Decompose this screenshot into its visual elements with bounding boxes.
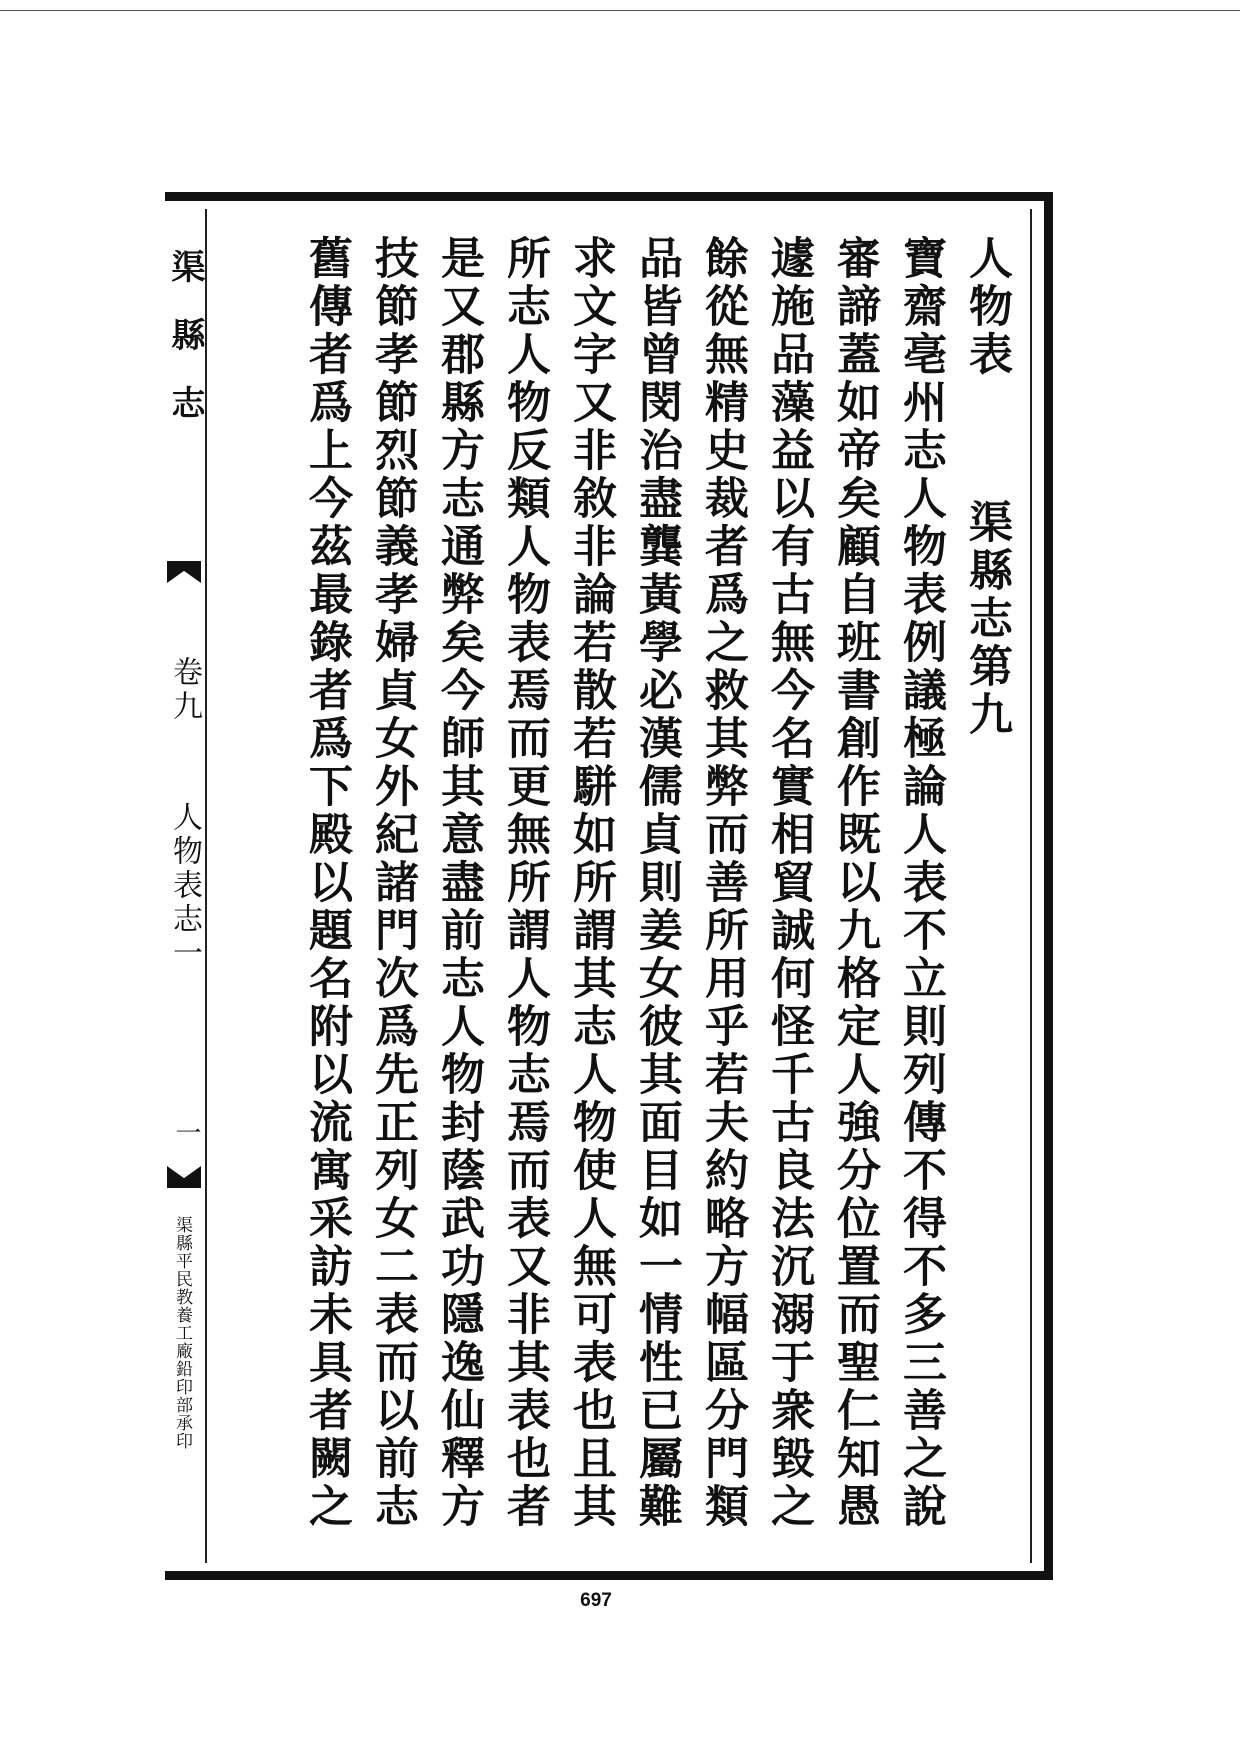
heading-column — [953, 235, 1019, 1545]
center-column-section: 人物表志一 — [167, 801, 202, 971]
text-column-9: 技節孝節烈節義孝婦貞女外紀諸門次爲先正列女二表而以前志 — [367, 235, 418, 1531]
text-column-1: 寶齋亳州志人物表例議極論人表不立則列傳不得不多三善之說 — [895, 235, 946, 1531]
text-column-10: 舊傳者爲上今茲最錄者爲下殿以題名附以流寓采訪未具者闕之 — [301, 235, 352, 1531]
center-column-printer: 渠縣平民教養工廠鉛印部承印 — [172, 1216, 192, 1450]
center-column-leaf-number: 一 — [171, 1119, 201, 1145]
text-column-4: 餘從無精史裁者爲之救其弊而善所用乎若夫約略方幅區分門類 — [697, 235, 748, 1531]
center-column-volume: 卷九 — [167, 656, 202, 724]
book-title: 渠縣志第九 — [961, 499, 1012, 739]
text-column-7: 所志人物反類人物表焉而更無所謂人物志焉而表又非其表也者 — [499, 235, 550, 1531]
page-frame — [165, 192, 1053, 1580]
text-column-6: 求文字又非敘非論若散若駢如所謂其志人物使人無可表也且其 — [565, 235, 616, 1531]
text-column-8: 是又郡縣方志通弊矣今師其意盡前志人物封蔭武功隱逸仙釋方 — [433, 235, 484, 1531]
center-column-book-name: 渠縣志 — [165, 249, 205, 453]
center-column-rule — [205, 209, 207, 1563]
fishtail-mark-top — [167, 561, 201, 583]
section-title: 人物表 — [961, 235, 1012, 379]
main-text — [229, 235, 1019, 1545]
text-column-3: 遽施品藻益以有古無今名實相貿誠何怪千古良法沉溺于衆毀之 — [763, 235, 814, 1531]
fishtail-mark-bottom — [167, 1166, 201, 1188]
text-column-5: 品皆曾閔治盡龔黃學必漢儒貞則姜女彼其面目如一情性已屬難 — [631, 235, 682, 1531]
page-number: 697 — [580, 1590, 612, 1611]
center-column — [165, 201, 205, 1571]
text-column-2: 審諦蓋如帝矣顧自班書創作既以九格定人強分位置而聖仁知愚 — [829, 235, 880, 1531]
inner-border-rule — [1030, 209, 1032, 1563]
top-edge-rule — [0, 10, 1240, 11]
